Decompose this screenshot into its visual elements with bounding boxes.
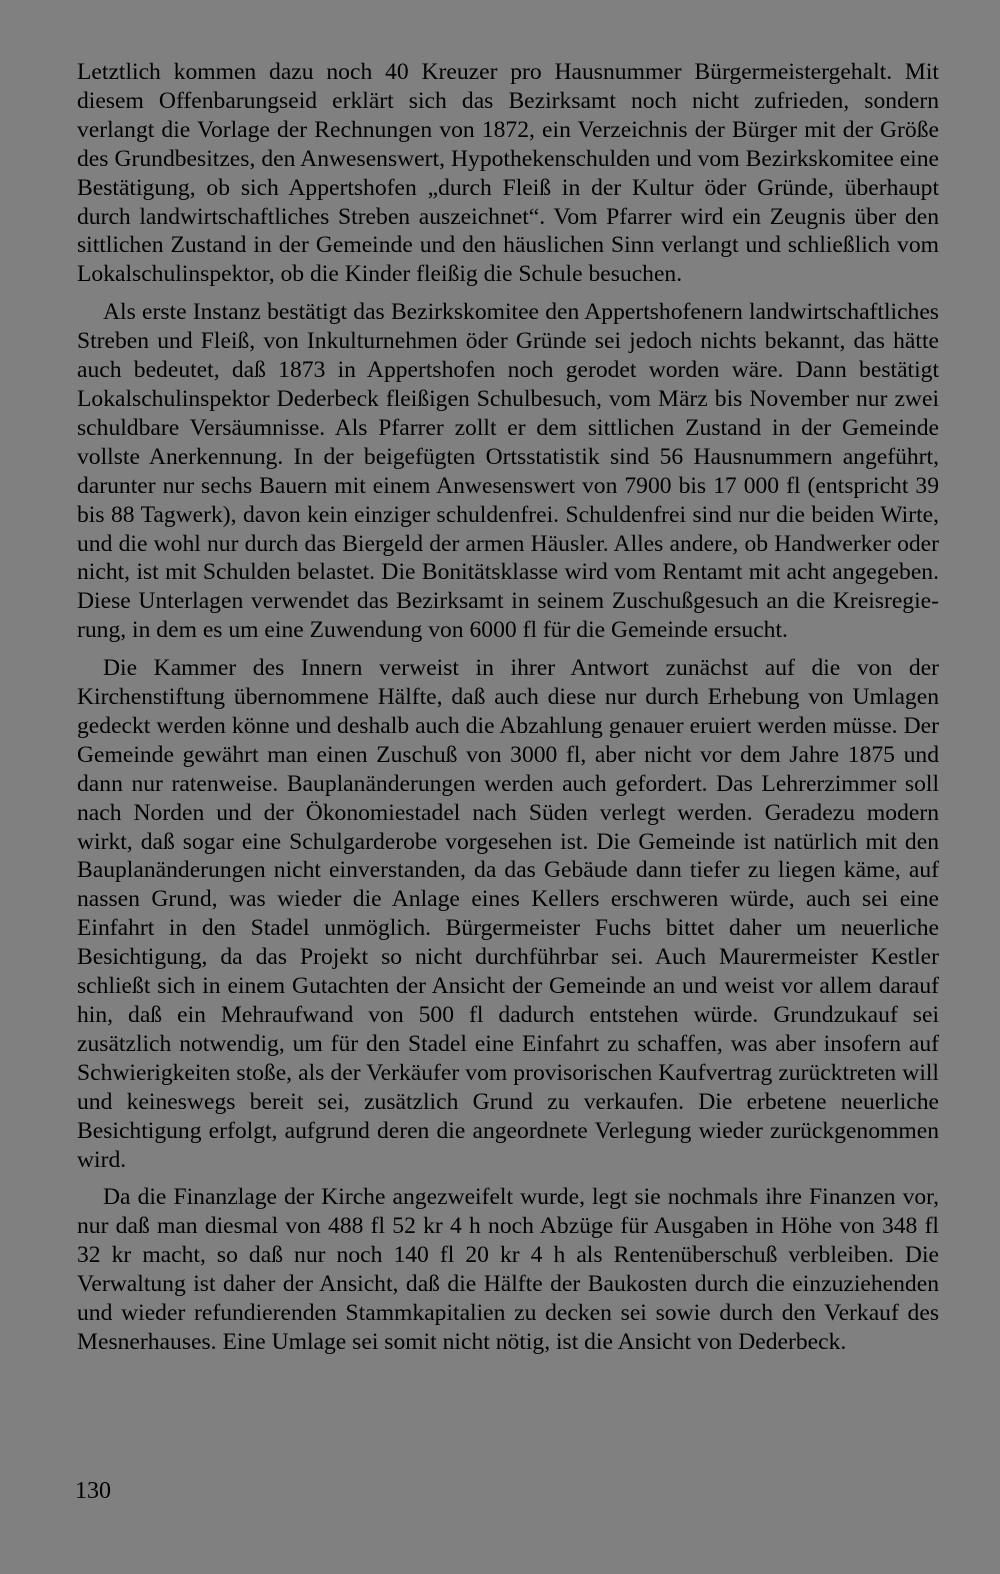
paragraph-4: Da die Finanzlage der Kirche angezweifelt wurde, legt sie nochmals ihre Finanzen vor, nur daß man diesmal von 488 fl 52 kr 4 h noch Abzüge für Ausgaben in Höhe von 348 fl 32 kr macht, so daß nur noch 140 fl 20 kr 4 h als Rentenüberschuß verbleiben. Die Verwaltung ist daher der Ansicht, daß die Hälfte der Baukosten durch die einzuziehenden und wieder refundierenden Stammkapitalien zu decken sei sowie durch den Verkauf des Mesnerhauses. Eine Umlage sei somit nicht nötig, ist die Ansicht von Dederbeck. (77, 1184, 939, 1355)
paragraph-2: Als erste Instanz bestätigt das Bezirkskomitee den Appertshofenern landwirtschaftliches Streben und Fleiß, von Inkulturnehmen öder Gründe sei jedoch nichts bekannt, das hätte auch bedeutet, daß 1873 in Appertshofen noch gerodet worden wäre. Dann bestätigt Lokalschulinspektor Dederbeck fleißigen Schulbesuch, vom März bis November nur zwei schuldbare Versäumnisse. Als Pfarrer zollt er dem sittlichen Zustand in der Gemeinde vollste Anerkennung. In der beigefügten Ortsstatistik sind 56 Hausnummern angeführt, darunter nur sechs Bauern mit einem Anwesenswert von 7900 bis 17 000 fl (entspricht 39 bis 88 Tagwerk), davon kein einziger schuldenfrei. Schuldenfrei sind nur die beiden Wirte, und die wohl nur durch das Biergeld der armen Häusler. Alles andere, ob Handwerker oder nicht, ist mit Schulden belastet. Die Bonitätsklasse wird vom Rentamt mit acht angegeben. Diese Unterlagen verwendet das Bezirksamt in seinem Zuschußgesuch an die Kreisregierung, in dem es um eine Zuwendung von 6000 fl für die Gemeinde ersucht. (77, 299, 939, 644)
paragraph-3: Die Kammer des Innern verweist in ihrer Antwort zunächst auf die von der Kirchenstiftung übernommene Hälfte, daß auch diese nur durch Erhebung von Umlagen gedeckt werden könne und deshalb auch die Abzahlung genauer eruiert werden müsse. Der Gemeinde gewährt man einen Zuschuß von 3000 fl, aber nicht vor dem Jahre 1875 und dann nur ratenweise. Bauplanänderungen werden auch gefordert. Das Lehrerzimmer soll nach Norden und der Ökonomiestadel nach Süden verlegt werden. Geradezu modern wirkt, daß sogar eine Schulgarderobe vorgesehen ist. Die Gemeinde ist natürlich mit den Bauplanänderungen nicht einverstanden, da das Gebäude dann tiefer zu liegen käme, auf nassen Grund, was wieder die Anlage eines Kellers erschweren würde, auch sei eine Einfahrt in den Stadel unmöglich. Bürgermeister Fuchs bittet daher um neuerliche Besichtigung, da das Projekt so nicht durchführbar sei. Auch Maurermeister Kestler schließt sich in einem Gutachten der Ansicht der Gemeinde an und weist vor allem darauf hin, daß ein Mehraufwand von 500 fl dadurch entstehen würde. Grundzukauf sei zusätzlich notwendig, um für den Stadel eine Einfahrt zu schaffen, was aber insofern auf Schwierigkeiten stoße, als der Verkäufer vom provisorischen Kaufvertrag zurücktreten will und keineswegs bereit sei, zusätzlich Grund zu verkaufen. Die erbetene neuerliche Besichtigung erfolgt, aufgrund deren die angeordnete Verlegung wieder zurückgenommen wird. (77, 655, 939, 1173)
page-body (77, 58, 939, 1366)
page-number: 130 (75, 1478, 111, 1504)
paragraph-1: Letztlich kommen dazu noch 40 Kreuzer pro Hausnummer Bürgermeistergehalt. Mit diesem Offenbarungseid erklärt sich das Bezirksamt noch nicht zufrieden, sondern verlangt die Vorlage der Rechnungen von 1872, ein Verzeichnis der Bürger mit der Größe des Grundbesitzes, den Anwesenswert, Hypothekenschulden und vom Bezirkskomitee eine Bestätigung, ob sich Appertshofen „durch Fleiß in der Kultur öder Gründe, überhaupt durch landwirtschaftliches Streben auszeichnet“. Vom Pfarrer wird ein Zeugnis über den sittlichen Zustand in der Gemeinde und den häuslichen Sinn verlangt und schließlich vom Lokalschulinspektor, ob die Kinder fleißig die Schule besuchen. (77, 59, 939, 288)
